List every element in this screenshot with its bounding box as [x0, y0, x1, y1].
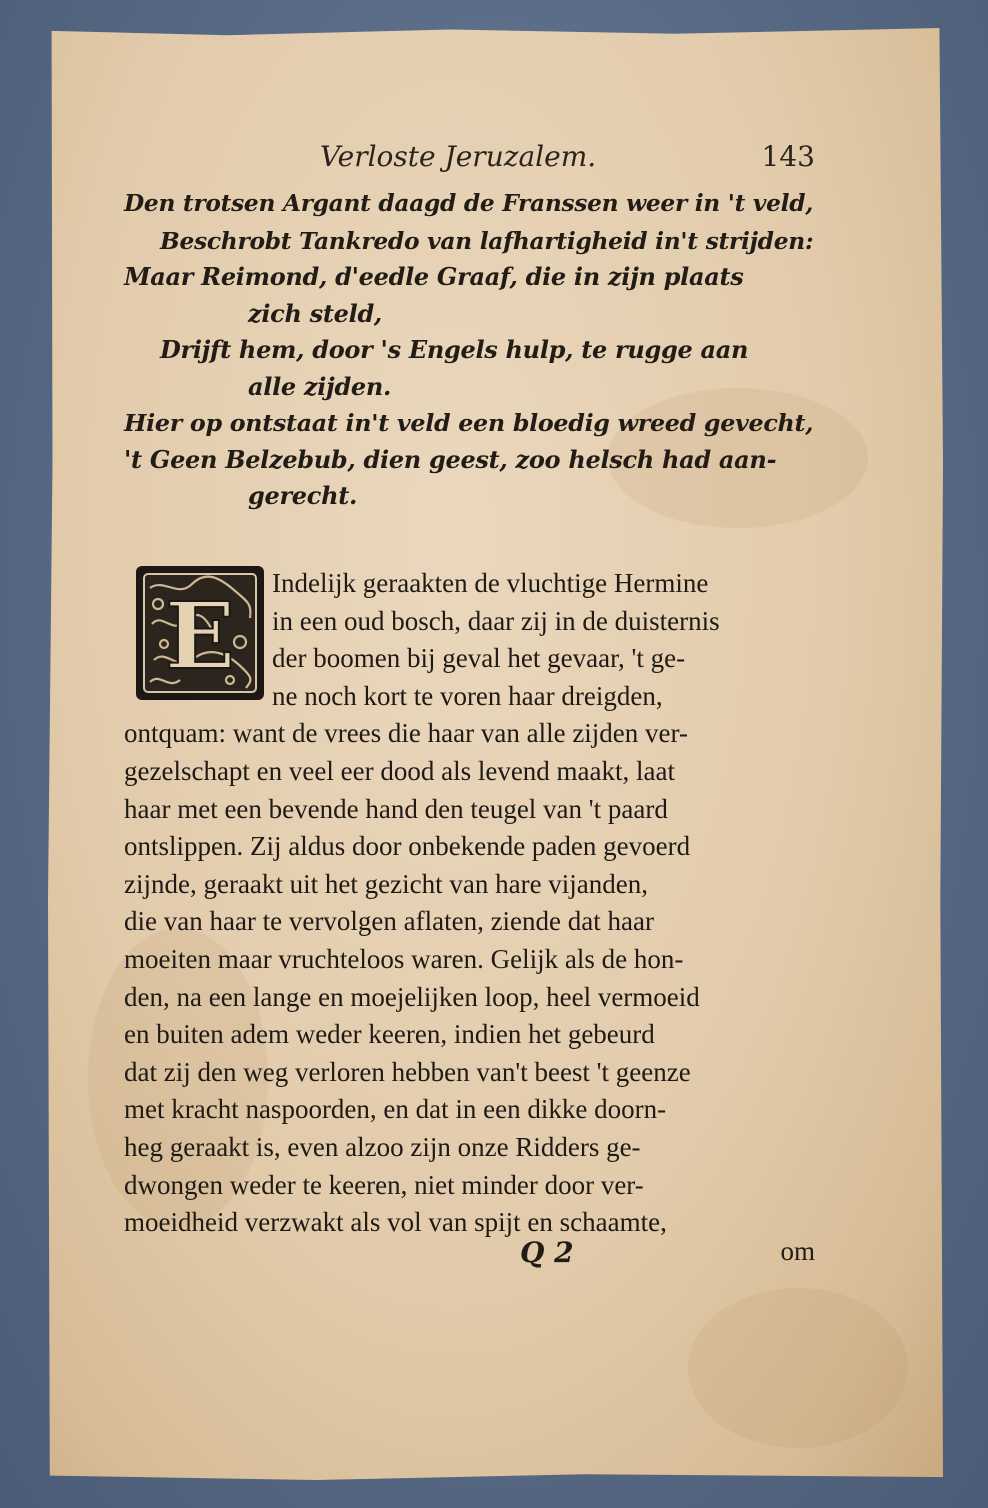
prose-line: moeiten maar vruchteloos waren. Gelijk als de hon- — [124, 943, 684, 974]
prose-line: heg geraakt is, even alzoo zijn onze Ridders ge- — [124, 1131, 641, 1162]
verse-line: Hier op ontstaat in't veld een bloedig wreed gevecht, — [124, 409, 814, 437]
prose-line: zijnde, geraakt uit het gezicht van hare vijanden, — [124, 868, 649, 899]
page-footer — [520, 1236, 815, 1280]
verse-line: Maar Reimond, d'eedle Graaf, die in zijn plaats — [124, 262, 744, 291]
paper-stain — [688, 1288, 908, 1448]
prose-line: ontquam: want de vrees die haar van alle zijden ver- — [124, 718, 688, 749]
prose-line: ne noch kort te voren haar dreigden, — [272, 680, 663, 711]
prose-line: in een oud bosch, daar zij in de duisternis — [272, 605, 720, 636]
prose-line: moeidheid verzwakt als vol van spijt en schaamte, — [124, 1207, 667, 1238]
prose-line: met kracht naspoorden, en dat in een dikke doorn- — [124, 1094, 667, 1125]
prose-line: en buiten adem weder keeren, indien het gebeurd — [124, 1019, 655, 1050]
prose-line: ontslippen. Zij aldus door onbekende paden gevoerd — [124, 831, 691, 862]
page-number: 143 — [761, 140, 815, 173]
prose-line: dat zij den weg verloren hebben van't beest 't geenze — [124, 1056, 691, 1087]
verse-line: Den trotsen Argant daagd de Franssen weer in 't veld, — [124, 190, 814, 217]
prose-line: dwongen weder te keeren, niet minder door ver- — [124, 1169, 644, 1200]
verse-line: Beschrobt Tankredo van lafhartigheid in't strijden: — [160, 226, 814, 255]
prose-line: der boomen bij geval het gevaar, 't ge- — [272, 643, 686, 674]
prose-line: Indelijk geraakten de vluchtige Hermine — [272, 568, 709, 598]
verse-line: Drijft hem, door 's Engels hulp, te rugge aan — [160, 335, 749, 364]
verse-line: gerecht. — [248, 481, 358, 510]
signature-mark: Q 2 — [520, 1236, 574, 1269]
prose-line: den, na een lange en moejelijken loop, heel vermoeid — [124, 981, 700, 1012]
prose-line: die van haar te vervolgen aflaten, ziende dat haar — [124, 906, 654, 937]
prose-line: haar met een bevende hand den teugel van 't paard — [124, 793, 668, 824]
catchword: om — [780, 1236, 815, 1266]
prose-line: gezelschapt en veel eer dood als levend maakt, laat — [124, 755, 675, 786]
prose-paragraph — [124, 565, 812, 1242]
verse-argument — [124, 186, 824, 515]
verse-line: alle zijden. — [248, 371, 392, 401]
verse-line: zich steld, — [248, 298, 382, 328]
running-title: Verloste Jeruzalem. — [320, 140, 597, 173]
page-header — [320, 140, 815, 184]
svg-text:E: E — [164, 582, 236, 690]
verse-line: 't Geen Belzebub, dien geest, zoo helsch had aan- — [124, 444, 777, 474]
